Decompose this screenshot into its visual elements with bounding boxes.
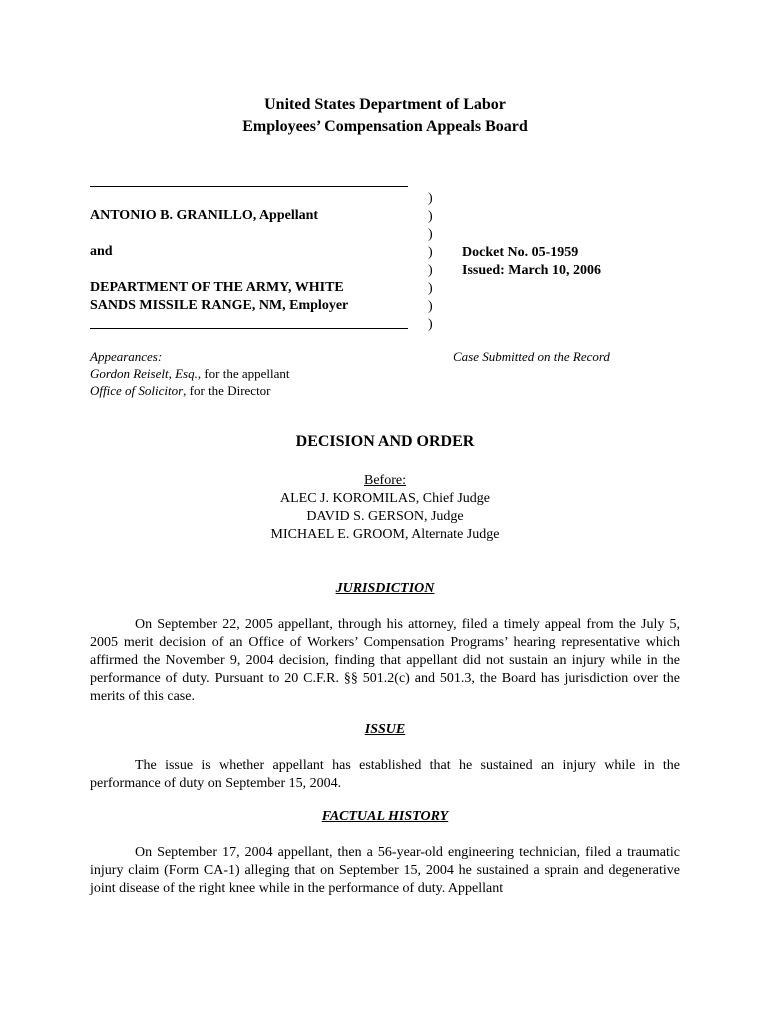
factual-history-heading: FACTUAL HISTORY: [321, 809, 449, 824]
employer-line-1: DEPARTMENT OF THE ARMY, WHITE: [90, 280, 344, 295]
case-submitted-note: Case Submitted on the Record: [453, 349, 610, 364]
case-caption: [90, 176, 690, 336]
issue-paragraph: The issue is whether appellant has established that he sustained an injury while in the performance of duty on September 15, 2004.: [90, 758, 680, 791]
agency-name: United States Department of Labor: [264, 96, 506, 113]
before-label: Before:: [364, 473, 406, 488]
paren: ): [428, 209, 433, 224]
document-header: [0, 94, 770, 138]
appellant-representative-role: , for the appellant: [197, 366, 290, 381]
paren: ): [428, 245, 433, 260]
jurisdiction-heading: JURISDICTION: [335, 581, 435, 596]
issue-heading: ISSUE: [364, 722, 406, 737]
appearances-label: Appearances:: [90, 349, 163, 364]
paren: ): [428, 191, 433, 206]
factual-history-paragraph: On September 17, 2004 appellant, then a 56-year-old engineering technician, filed a traumatic injury claim (Form CA-1) alleging that on September 15, 2004 he sustained a sprain and degenerative joint disease of the right knee while in the performance of duty. Appellant: [90, 845, 680, 896]
docket-number: Docket No. 05-1959: [462, 245, 579, 260]
appellant-name: ANTONIO B. GRANILLO, Appellant: [90, 208, 319, 223]
employer-line-2: SANDS MISSILE RANGE, NM, Employer: [90, 298, 349, 313]
panel-block: [0, 472, 770, 544]
director-representative: Office of Solicitor: [90, 383, 184, 398]
paren: ): [428, 299, 433, 314]
paren: ): [428, 263, 433, 278]
docket-info: [462, 244, 601, 280]
paren: ): [428, 317, 433, 332]
appellant-representative: Gordon Reiselt, Esq.: [90, 366, 198, 381]
jurisdiction-paragraph: On September 22, 2005 appellant, through his attorney, filed a timely appeal from the July 5, 2005 merit decision of an Office of Workers’ Compensation Programs’ hearing representative which affirmed the November 9, 2004 decision, finding that appellant did not sustain an injury while in the performance of duty. Pursuant to 20 C.F.R. §§ 501.2(c) and 501.3, the Board has jurisdiction over the merits of this case.: [90, 617, 680, 704]
caption-parentheses: [428, 190, 433, 334]
board-name: Employees’ Compensation Appeals Board: [242, 118, 528, 135]
judge-name: DAVID S. GERSON, Judge: [306, 509, 464, 524]
judge-name: ALEC J. KOROMILAS, Chief Judge: [280, 491, 490, 506]
appearances-block: [90, 348, 290, 399]
decision-title: DECISION AND ORDER: [295, 433, 475, 450]
caption-bottom-rule: [90, 328, 408, 329]
paren: ): [428, 281, 433, 296]
judge-name: MICHAEL E. GROOM, Alternate Judge: [270, 527, 500, 542]
issued-date: Issued: March 10, 2006: [462, 263, 601, 278]
paren: ): [428, 227, 433, 242]
caption-top-rule: [90, 186, 408, 187]
director-representative-role: , for the Director: [183, 383, 271, 398]
caption-and: and: [90, 244, 113, 259]
